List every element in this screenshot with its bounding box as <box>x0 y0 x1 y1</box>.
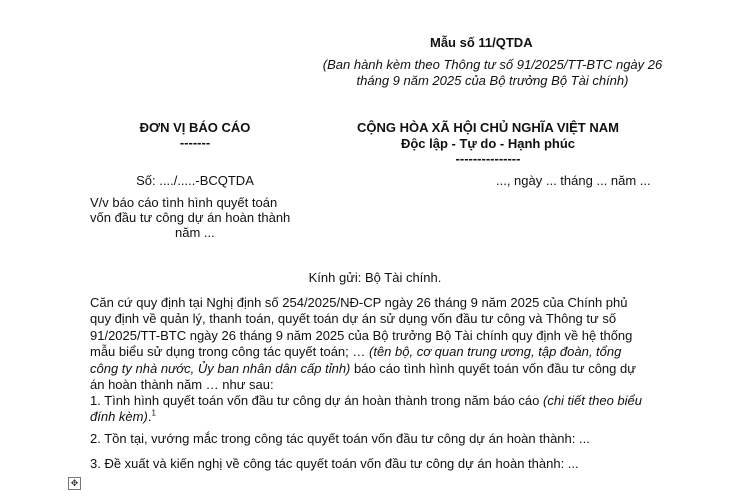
footnote-ref-1[interactable]: 1 <box>151 409 156 419</box>
intro-line-5 <box>90 361 730 377</box>
intro-line-3: 91/2025/TT-BTC ngày 26 tháng 9 năm 2025 của Bộ trưởng Bộ Tài chính quy định về hệ thống <box>90 327 633 343</box>
intro-line-6: án hoàn thành năm … như sau: <box>90 377 274 393</box>
item-1-line-1 <box>90 393 730 409</box>
item-1-italic: (chi tiết theo biểu <box>543 393 643 408</box>
intro-line-4-text: mẫu biểu sử dụng trong công tác quyết toán; … <box>90 344 369 360</box>
item-1-line-2-italic: đính kèm) <box>90 409 148 425</box>
reporting-unit-title: ĐƠN VỊ BÁO CÁO <box>139 120 251 135</box>
form-number: Mẫu số 11/QTDA <box>430 35 533 50</box>
document-number: Số: ..../.....-BCQTDA <box>136 173 254 188</box>
issuance-note <box>300 57 685 89</box>
intro-line-4 <box>90 344 730 360</box>
reporting-unit-separator: ------- <box>179 135 211 150</box>
subject-line-1: V/v báo cáo tình hình quyết toán <box>90 195 278 210</box>
item-1-line-2-text: . <box>147 409 152 425</box>
intro-line-5-italic: công ty nhà nước, Ủy ban nhân dân cấp tỉnh) <box>90 360 351 376</box>
item-1-line-2 <box>90 409 730 425</box>
place-and-date: ..., ngày ... tháng ... năm ... <box>496 173 651 188</box>
national-motto: Độc lập - Tự do - Hạnh phúc <box>400 136 576 151</box>
intro-paragraph <box>90 295 730 393</box>
issuance-note-line-2: tháng 9 năm 2025 của Bộ trưởng Bộ Tài chính) <box>356 73 629 88</box>
intro-line-4-italic: (tên bộ, cơ quan trung ương, tập đoàn, tổng <box>369 344 622 360</box>
document-subject <box>90 195 320 240</box>
intro-line-2: quy định về quản lý, thanh toán, quyết toán dự án sử dụng vốn đầu tư công và Thông tư số <box>90 311 617 327</box>
subject-line-2: vốn đầu tư công dự án hoàn thành <box>90 210 291 225</box>
motto-separator: --------------- <box>455 151 521 166</box>
move-arrows-icon[interactable]: ✥ <box>68 477 81 490</box>
list-item-1 <box>90 393 730 426</box>
intro-line-1: Căn cứ quy định tại Nghị định số 254/2025/NĐ-CP ngày 26 tháng 9 năm 2025 của Chính phủ <box>90 295 628 310</box>
intro-line-5-text: báo cáo tình hình quyết toán vốn đầu tư công dự <box>350 360 636 376</box>
recipient-line: Kính gửi: Bộ Tài chính. <box>308 270 442 285</box>
list-item-2: 2. Tồn tại, vướng mắc trong công tác quyết toán vốn đầu tư công dự án hoàn thành: ... <box>90 431 590 446</box>
national-title: CỘNG HÒA XÃ HỘI CHỦ NGHĨA VIỆT NAM <box>357 120 619 135</box>
item-1-text: 1. Tình hình quyết toán vốn đầu tư công dự án hoàn thành trong năm báo cáo <box>90 393 543 408</box>
list-item-3: 3. Đề xuất và kiến nghị về công tác quyết toán vốn đầu tư công dự án hoàn thành: ... <box>90 456 579 471</box>
subject-line-3: năm ... <box>175 225 215 240</box>
issuance-note-line-1: (Ban hành kèm theo Thông tư số 91/2025/TT-BTC ngày 26 <box>322 57 663 72</box>
